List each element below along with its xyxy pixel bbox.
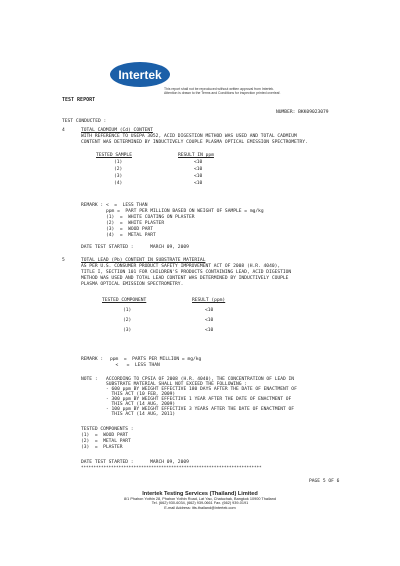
section-4-col-sample: TESTED SAMPLE [96,153,132,158]
note-line: - 300 ppm BY WEIGHT EFFECTIVE 1 YEAR AFTER THE DATE OF ENACTMENT OF [106,397,292,402]
component-line: (1) = WOOD PART [81,433,129,438]
footer-address: 8/1 Phahon Yothin 28, Phahon Yothin Road, Lat Yao, Chatuchak, Bangkok 10900 Thailand [123,496,276,501]
footer-phone: Tel. (662) 930-6034, (662) 939-0661 Fax. (662) 939-0191 [151,501,249,506]
table-row: (1) [114,160,123,165]
remark-line: (1) = WHITE COATING ON PLASTER [106,215,195,220]
footer-email: E-mail Address: itts.thailand@intertek.com [164,505,236,510]
end-of-report-stars: ************************************************************************ [81,465,262,470]
remark-line: (2) = WHITE PLASTER [106,221,165,226]
report-title: TEST REPORT [62,97,96,103]
section-4-col-result: RESULT IN ppm [178,153,214,158]
footer-company: Intertek Testing Services (Thailand) Limited [142,491,258,497]
table-row: (3) [123,328,132,333]
section-5-date: DATE TEST STARTED : MARCH 09, 2009 [81,460,189,465]
table-row: (2) [114,167,123,172]
table-row: (3) [114,174,123,179]
intertek-logo: Intertek [110,62,170,87]
component-line: (2) = METAL PART [81,439,131,444]
section-5-col-result: RESULT (ppm) [192,298,226,303]
note-line: SUBSTRATE MATERIAL SHALL NOT EXCEED THE FOLLOWING : [106,382,248,387]
table-cell-result: <10 [194,167,203,172]
remark-line: < = LESS THAN [106,203,148,208]
report-number: NUMBER: BKK09023079 [276,110,329,115]
remark-line: (3) = WOOD PART [106,227,154,232]
disclaimer-line-2: Attention is drawn to the Terms and Conditions for inspection printed overleaf. [164,91,281,95]
table-cell-result: <10 [205,328,214,333]
note-line: THIS ACT (14 AUG, 2011) [106,412,176,417]
remark-line: (4) = METAL PART [106,233,156,238]
note-line: ACCORDING TO CPSIA OF 2008 (H.R. 4040), THE CONCENTRATION OF LEAD IN [106,377,295,382]
table-cell-result: <10 [194,181,203,186]
section-5-body-3: METHOD WAS USED AND TOTAL LEAD CONTENT WAS DETERMINED BY INDUCTIVELY COUPLE [81,276,289,281]
remark-line: ppm = PART PER MILLION BASED ON WEIGHT OF SAMPLE = mg/kg [106,209,264,214]
section-4-body-1: WITH REFERENCE TO USEPA 3052, ACID DIGESTION METHOD WAS USED AND TOTAL CADMIUM [81,134,297,139]
section-4-remark-label: REMARK : [81,203,104,208]
section-5-body-1: AS PER U.S. CONSUMER PRODUCT SAFETY IMPROVEMENT ACT OF 2008 (H.R. 4040), [81,264,281,269]
remark-line: ppm = PARTS PER MILLION = mg/kg [110,357,202,362]
component-line: (3) = PLASTER [81,445,123,450]
section-4-number: 4 [62,128,65,133]
table-cell-result: <10 [194,174,203,179]
disclaimer-line-1: This report shall not be reproduced without written approval from Intertek. [164,87,275,91]
table-row: (2) [123,318,132,323]
section-5-heading: TOTAL LEAD (Pb) CONTENT IN SUBSTRATE MATERIAL [81,258,206,263]
section-4-date: DATE TEST STARTED : MARCH 09, 2009 [81,245,189,250]
table-cell-result: <10 [194,160,203,165]
page-number: PAGE 5 OF 6 [309,479,340,484]
table-cell-result: <10 [205,308,214,313]
table-cell-result: <10 [205,318,214,323]
note-line: - 600 ppm BY WEIGHT EFFECTIVE 180 DAYS AFTER THE DATE OF ENACTMENT OF [106,387,297,392]
section-5-note-label: NOTE : [81,377,98,382]
table-row: (1) [123,308,132,313]
note-line: - 100 ppm BY WEIGHT EFFECTIVE 3 YEARS AFTER THE DATE OF ENACTMENT OF [106,407,295,412]
remark-line: < = LESS THAN [110,363,160,368]
section-5-number: 5 [62,258,65,263]
note-line: THIS ACT (10 FEB, 2009) [106,392,176,397]
section-5-remark-label: REMARK : [81,357,104,362]
section-4-heading: TOTAL CADMIUM (Cd) CONTENT [81,128,153,133]
section-5-body-4: PLASMA OPTICAL EMISSION SPECTROMETRY. [81,282,184,287]
note-line: THIS ACT (14 AUG, 2009) [106,402,176,407]
test-conducted-label: TEST CONDUCTED : [62,119,107,124]
section-4-body-2: CONTENT WAS DETERMINED BY INDUCTIVELY COUPLE PLASMA OPTICAL EMISSION SPECTROMETRY. [81,140,308,145]
section-5-body-2: TITLE I, SECTION 101 FOR CHILDREN'S PRODUCTS CONTAINING LEAD, ACID DIGESTION [81,270,292,275]
table-row: (4) [114,181,123,186]
section-5-col-component: TESTED COMPONENT [102,298,147,303]
tested-components-label: TESTED COMPONENTS : [81,427,134,432]
